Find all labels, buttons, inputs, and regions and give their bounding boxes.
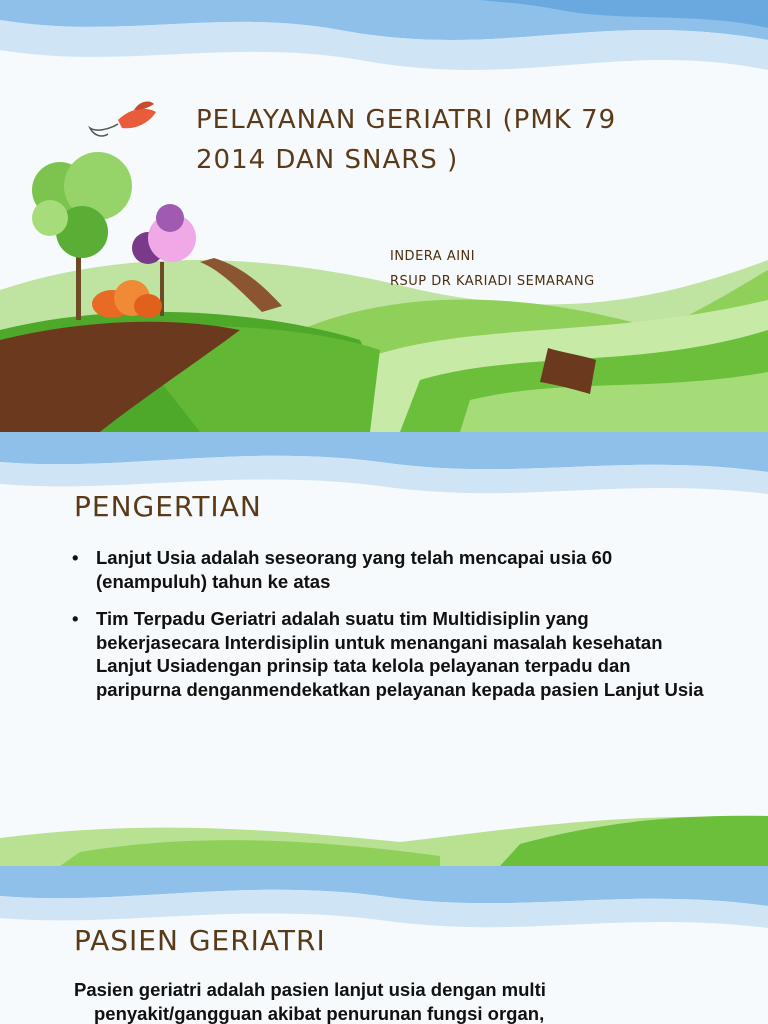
author-organization: RSUP DR KARIADI SEMARANG [390, 274, 595, 289]
geriatric-patient-slide [0, 866, 768, 1024]
definition-slide [0, 432, 768, 866]
section-heading: PASIEN GERIATRI [74, 924, 326, 957]
bullet-list [72, 546, 712, 715]
section-heading: PENGERTIAN [74, 490, 262, 523]
slide-title: PELAYANAN GERIATRI (PMK 79 2014 DAN SNARS ) [196, 105, 617, 175]
list-item: • Lanjut Usia adalah seseorang yang telah mencapai usia 60 (enampuluh) tahun ke atas [72, 547, 613, 592]
list-item: • Tim Terpadu Geriatri adalah suatu tim Multidisiplin yang bekerjasecara Interdisiplin untuk menangani masalah kesehatan Lanjut Usiadengan prinsip tata kelola pelayanan terpadu dan paripurna denganmendekatkan pelayanan kepada pasien Lanjut Usia [72, 608, 704, 700]
author-block [390, 244, 595, 294]
paragraph: Pasien geriatri adalah pasien lanjut usia dengan multi penyakit/gangguan akibat penurunan fungsi organ, [74, 979, 546, 1024]
title-slide [0, 0, 768, 432]
bird-icon [90, 102, 156, 136]
landscape-background [0, 0, 768, 432]
author-name: INDERA AINI [390, 249, 476, 264]
